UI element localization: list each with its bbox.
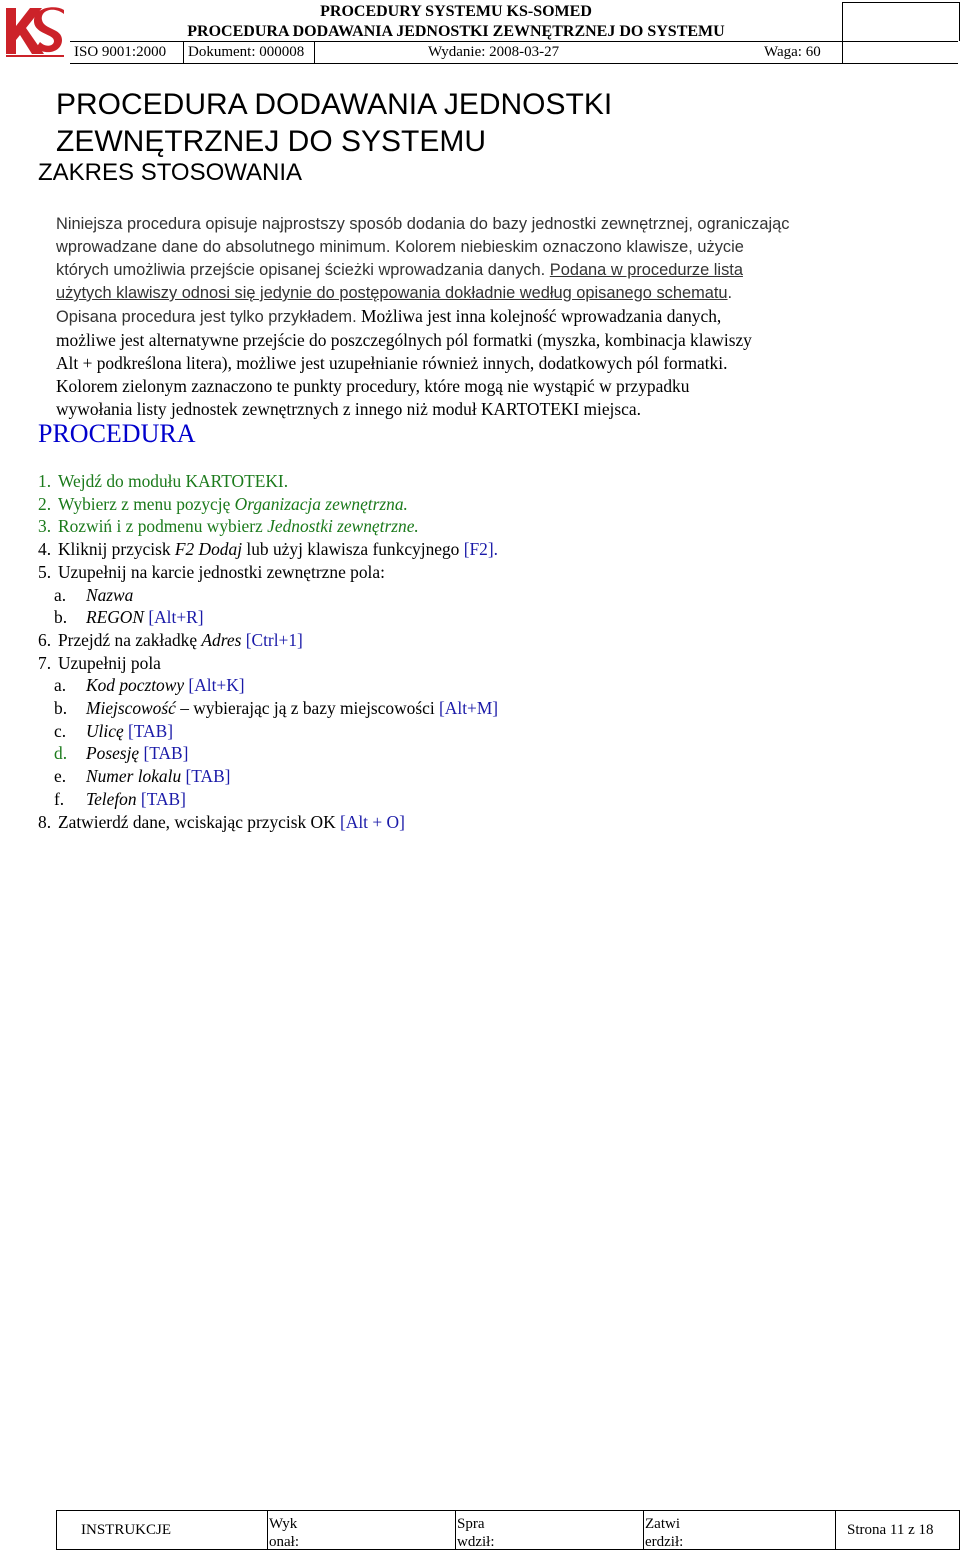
header-title-line2: PROCEDURA DODAWANIA JEDNOSTKI ZEWNĘTRZNEJ DO SYSTEMU [187, 23, 725, 40]
step-1 [38, 470, 918, 493]
header-divider [842, 42, 843, 63]
footer-label-part: Spra [457, 1516, 485, 1532]
scope-line: wywołania listy jednostek zewnętrznych z innego niż moduł KARTOTEKI miejsca. [56, 399, 641, 419]
step-italic-text: Nazwa [86, 584, 134, 605]
step-italic-text: Organizacja zewnętrzna. [234, 493, 408, 514]
document-footer [56, 1510, 960, 1550]
header-edition: Wydanie: 2008-03-27 [428, 44, 560, 60]
substep-letter: b. [54, 698, 68, 719]
step-text: Rozwiń i z podmenu wybierz [58, 516, 268, 537]
step-italic-text: F2 Dodaj [174, 539, 243, 560]
step-text: Uzupełnij na karcie jednostki zewnętrzne pola: [58, 561, 385, 582]
document-title-line2: ZEWNĘTRZNEJ DO SYSTEMU [56, 125, 487, 158]
step-number: 4. [38, 539, 52, 560]
document-header [0, 0, 960, 64]
scope-line: Niniejsza procedura opisuje najprostszy sposób dodania do bazy jednostki zewnętrznej, ograniczając [56, 215, 790, 233]
step-text: Wejdź do modułu KARTOTEKI. [58, 471, 289, 491]
header-weight: Waga: 60 [764, 44, 821, 60]
scope-text: których umożliwia przejście opisanej ścieżki wprowadzania danych. [56, 261, 546, 279]
substep-letter: e. [54, 766, 67, 787]
document-title-line1: PROCEDURA DODAWANIA JEDNOSTKI [56, 88, 613, 121]
step-text: Uzupełnij pola [58, 652, 161, 673]
substep-letter: b. [54, 607, 68, 628]
step-7b [38, 697, 918, 720]
header-title-line1: PROCEDURY SYSTEMU KS-SOMED [320, 3, 592, 20]
step-5a [38, 584, 918, 607]
scope-line: Alt + podkreślona litera), możliwe jest uzupełnianie również innych, dodatkowych pól formatki. [56, 353, 728, 373]
step-number: 7. [38, 652, 52, 673]
step-number: 3. [38, 516, 52, 537]
scope-underlined-text: użytych klawiszy odnosi się jedynie do postępowania dokładnie według opisanego schematu [56, 284, 728, 302]
footer-label-part: onał: [269, 1534, 299, 1550]
step-italic-text: Adres [201, 629, 242, 650]
step-text: Zatwierdź dane, wciskając przycisk OK [58, 811, 340, 832]
header-divider [314, 42, 315, 63]
step-number: 2. [38, 493, 52, 514]
step-italic-text: Ulicę [86, 720, 124, 741]
substep-letter: a. [54, 675, 67, 696]
procedure-heading: PROCEDURA [38, 419, 196, 448]
step-key: [Alt + O] [340, 811, 405, 832]
step-key: [F2]. [463, 539, 499, 560]
footer-label-part: erdził: [645, 1534, 684, 1550]
scope-underlined-text: Podana w procedurze lista [549, 261, 743, 279]
footer-approved-cell [643, 1511, 836, 1549]
substep-letter: c. [54, 720, 67, 741]
footer-label-part: Wyk [269, 1516, 298, 1532]
footer-author-label [269, 1515, 299, 1551]
step-text: – wybierając ją z bazy miejscowości [175, 698, 440, 719]
footer-approved-label [645, 1515, 683, 1551]
header-iso: ISO 9001:2000 [74, 44, 167, 60]
step-7 [38, 652, 918, 675]
step-2 [38, 493, 918, 516]
footer-checked-cell [455, 1511, 644, 1549]
scope-line [56, 259, 916, 282]
step-5 [38, 561, 918, 584]
header-document: Dokument: 000008 [188, 44, 305, 60]
step-italic-text: Kod pocztowy [86, 675, 185, 696]
step-italic-text: Numer lokalu [86, 766, 182, 787]
scope-heading: ZAKRES STOSOWANIA [38, 159, 303, 186]
step-italic-text: Telefon [86, 788, 137, 809]
step-7c [38, 720, 918, 743]
substep-letter: f. [54, 788, 65, 809]
step-key: [Alt+M] [439, 698, 499, 719]
scope-line: możliwe jest alternatywne przejście do poszczególnych pól formatki (myszka, kombinacja klawiszy [56, 330, 752, 350]
step-text: Wybierz z menu pozycję [58, 493, 235, 514]
step-number: 1. [38, 471, 52, 491]
step-number: 6. [38, 629, 52, 650]
footer-checked-label [457, 1515, 495, 1551]
substep-letter: a. [54, 584, 67, 605]
footer-type-cell [57, 1511, 268, 1549]
step-key: [TAB] [139, 743, 189, 764]
step-italic-text: Posesję [86, 743, 140, 764]
footer-label-part: Zatwi [645, 1516, 680, 1532]
step-3 [38, 515, 918, 538]
header-weight-box [842, 2, 960, 41]
step-7e [38, 765, 918, 788]
footer-label-part: wdził: [457, 1534, 495, 1550]
step-key: [TAB] [136, 788, 186, 809]
step-italic-text: Jednostki zewnętrzne. [267, 516, 419, 537]
footer-page-number: Strona 11 z 18 [847, 1522, 934, 1538]
step-key: [Alt+K] [184, 675, 245, 696]
scope-line: wprowadzane dane do absolutnego minimum. Kolorem niebieskim oznaczono klawisze, użycie [56, 238, 744, 256]
scope-line: Kolorem zielonym zaznaczono te punkty procedury, które mogą nie wystąpić w przypadku [56, 376, 690, 396]
step-7d [38, 742, 918, 765]
step-key: [TAB] [181, 766, 231, 787]
procedure-steps [38, 470, 918, 833]
step-7f [38, 788, 918, 811]
header-divider [183, 42, 184, 63]
scope-text: . [727, 284, 733, 302]
step-text: Przejdź na zakładkę [58, 629, 202, 650]
header-meta-row [70, 41, 958, 64]
step-key: [Ctrl+1] [241, 629, 303, 650]
step-6 [38, 629, 918, 652]
step-4 [38, 538, 918, 561]
step-5b [38, 606, 918, 629]
substep-letter: d. [54, 743, 68, 764]
scope-text: Opisana procedura jest tylko przykładem. [56, 308, 357, 326]
step-key: [TAB] [123, 720, 173, 741]
document-title [56, 86, 916, 160]
step-italic-text: Miejscowość [86, 698, 176, 719]
step-italic-text: REGON [86, 607, 144, 628]
step-text: Kliknij przycisk [58, 539, 175, 560]
step-7a [38, 674, 918, 697]
step-8 [38, 811, 918, 834]
scope-line [56, 305, 916, 329]
step-number: 5. [38, 561, 52, 582]
header-title [70, 2, 842, 42]
footer-author-cell [267, 1511, 456, 1549]
step-key: [Alt+R] [143, 607, 204, 628]
scope-text: Możliwa jest inna kolejność wprowadzania danych, [361, 306, 722, 326]
footer-type: INSTRUKCJE [81, 1522, 172, 1538]
step-text: lub użyj klawisza funkcyjnego [242, 539, 464, 560]
ks-logo-icon [2, 2, 68, 60]
scope-paragraph [56, 213, 916, 421]
scope-line [56, 282, 916, 305]
step-number: 8. [38, 811, 52, 832]
